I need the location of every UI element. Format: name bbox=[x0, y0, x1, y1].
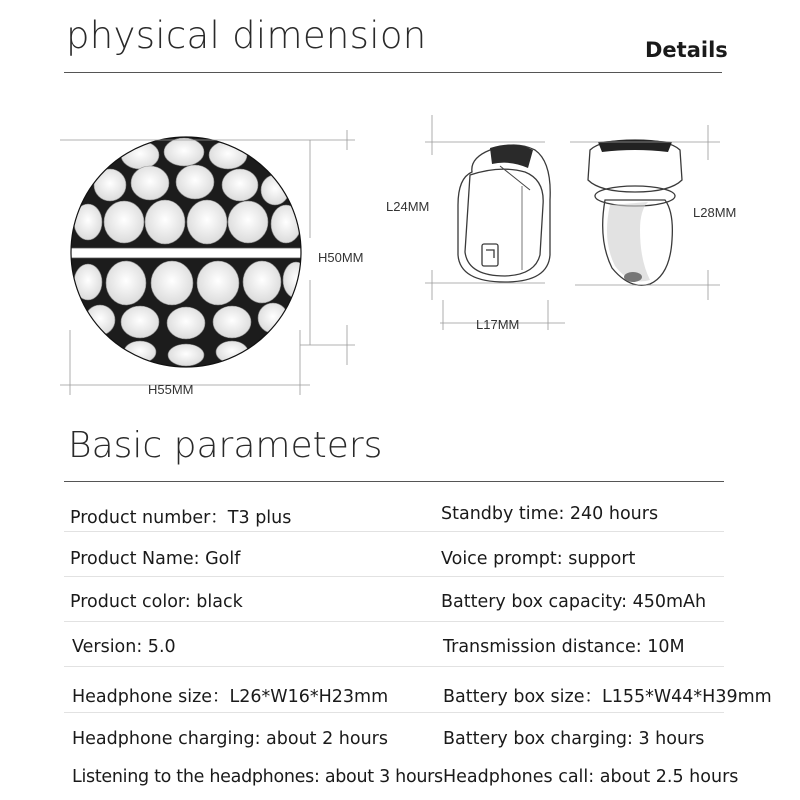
param-headphone-size: Headphone size：L26*W16*H23mm bbox=[72, 687, 389, 707]
earbud-width-label: L17MM bbox=[476, 317, 520, 332]
param-product-number: Product number：T3 plus bbox=[70, 508, 292, 528]
charging-case-drawing bbox=[60, 130, 320, 380]
section-title-basic-parameters: Basic parameters bbox=[68, 425, 383, 466]
section-title-physical-dimension: physical dimension bbox=[66, 14, 427, 57]
dimension-diagram bbox=[0, 80, 800, 420]
earbud-front-drawing bbox=[458, 144, 550, 282]
earbud-side-height-label: L28MM bbox=[693, 205, 737, 220]
header-divider bbox=[64, 72, 722, 73]
earbud-height-label: L24MM bbox=[386, 199, 430, 214]
param-version: Version: 5.0 bbox=[72, 637, 176, 657]
param-standby-time: Standby time: 240 hours bbox=[441, 504, 659, 524]
row-separator bbox=[64, 531, 724, 532]
param-headphone-charging: Headphone charging: about 2 hours bbox=[72, 729, 388, 749]
param-call-time: Headphones call: about 2.5 hours bbox=[443, 767, 739, 787]
param-battery-box-capacity: Battery box capacity: 450mAh bbox=[441, 592, 707, 612]
param-product-color: Product color: black bbox=[70, 592, 243, 612]
row-separator bbox=[64, 712, 724, 713]
param-battery-box-size: Battery box size：L155*W44*H39mm bbox=[443, 687, 772, 707]
param-transmission-distance: Transmission distance: 10M bbox=[443, 637, 685, 657]
params-divider bbox=[64, 481, 724, 482]
details-label: Details bbox=[645, 38, 728, 62]
row-separator bbox=[64, 666, 724, 667]
row-separator bbox=[64, 621, 724, 622]
earbud-side-drawing bbox=[588, 140, 682, 285]
param-battery-box-charging: Battery box charging: 3 hours bbox=[443, 729, 705, 749]
case-width-label: H55MM bbox=[148, 382, 194, 397]
case-height-label: H50MM bbox=[318, 250, 364, 265]
param-voice-prompt: Voice prompt: support bbox=[441, 549, 636, 569]
param-listening-time: Listening to the headphones: about 3 hours bbox=[72, 767, 443, 787]
param-product-name: Product Name: Golf bbox=[70, 549, 241, 569]
row-separator bbox=[64, 576, 724, 577]
